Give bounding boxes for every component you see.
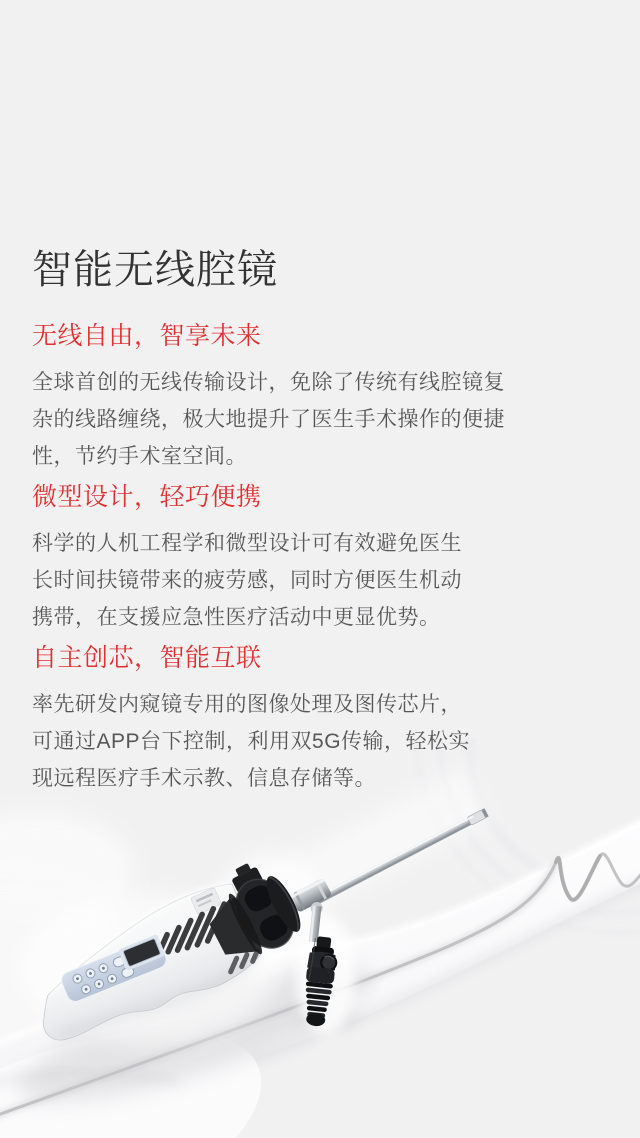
- paragraph-line: 携带，在支援应急性医疗活动中更显优势。: [32, 606, 441, 629]
- section-wireless: [32, 320, 518, 475]
- page-title: 智能无线腔镜: [32, 248, 278, 292]
- paragraph-line: 性，节约手术室空间。: [32, 445, 247, 468]
- paragraph-line: 长时间扶镜带来的疲劳感，同时方便医生机动: [32, 569, 462, 592]
- section-compact: [32, 481, 518, 636]
- paragraph-line: 全球首创的无线传输设计，免除了传统有线腔镜复: [32, 371, 505, 394]
- paragraph-line: 可通过APP台下控制，利用双5G传输，轻松实: [32, 730, 471, 753]
- section-smartchip: [32, 642, 518, 797]
- section-paragraph: [32, 525, 518, 636]
- section-heading: 微型设计，轻巧便携: [32, 483, 262, 511]
- paragraph-line: 率先研发内窥镜专用的图像处理及图传芯片，: [32, 693, 462, 716]
- section-paragraph: [32, 364, 518, 475]
- section-paragraph: [32, 686, 518, 797]
- paragraph-line: 科学的人机工程学和微型设计可有效避免医生: [32, 532, 462, 555]
- section-heading: 自主创芯，智能互联: [32, 644, 262, 672]
- paragraph-line: 杂的线路缠绕，极大地提升了医生手术操作的便捷: [32, 408, 505, 431]
- paragraph-line: 现远程医疗手术示教、信息存储等。: [32, 767, 376, 790]
- product-copy: [32, 246, 518, 803]
- section-heading: 无线自由，智享未来: [32, 322, 262, 350]
